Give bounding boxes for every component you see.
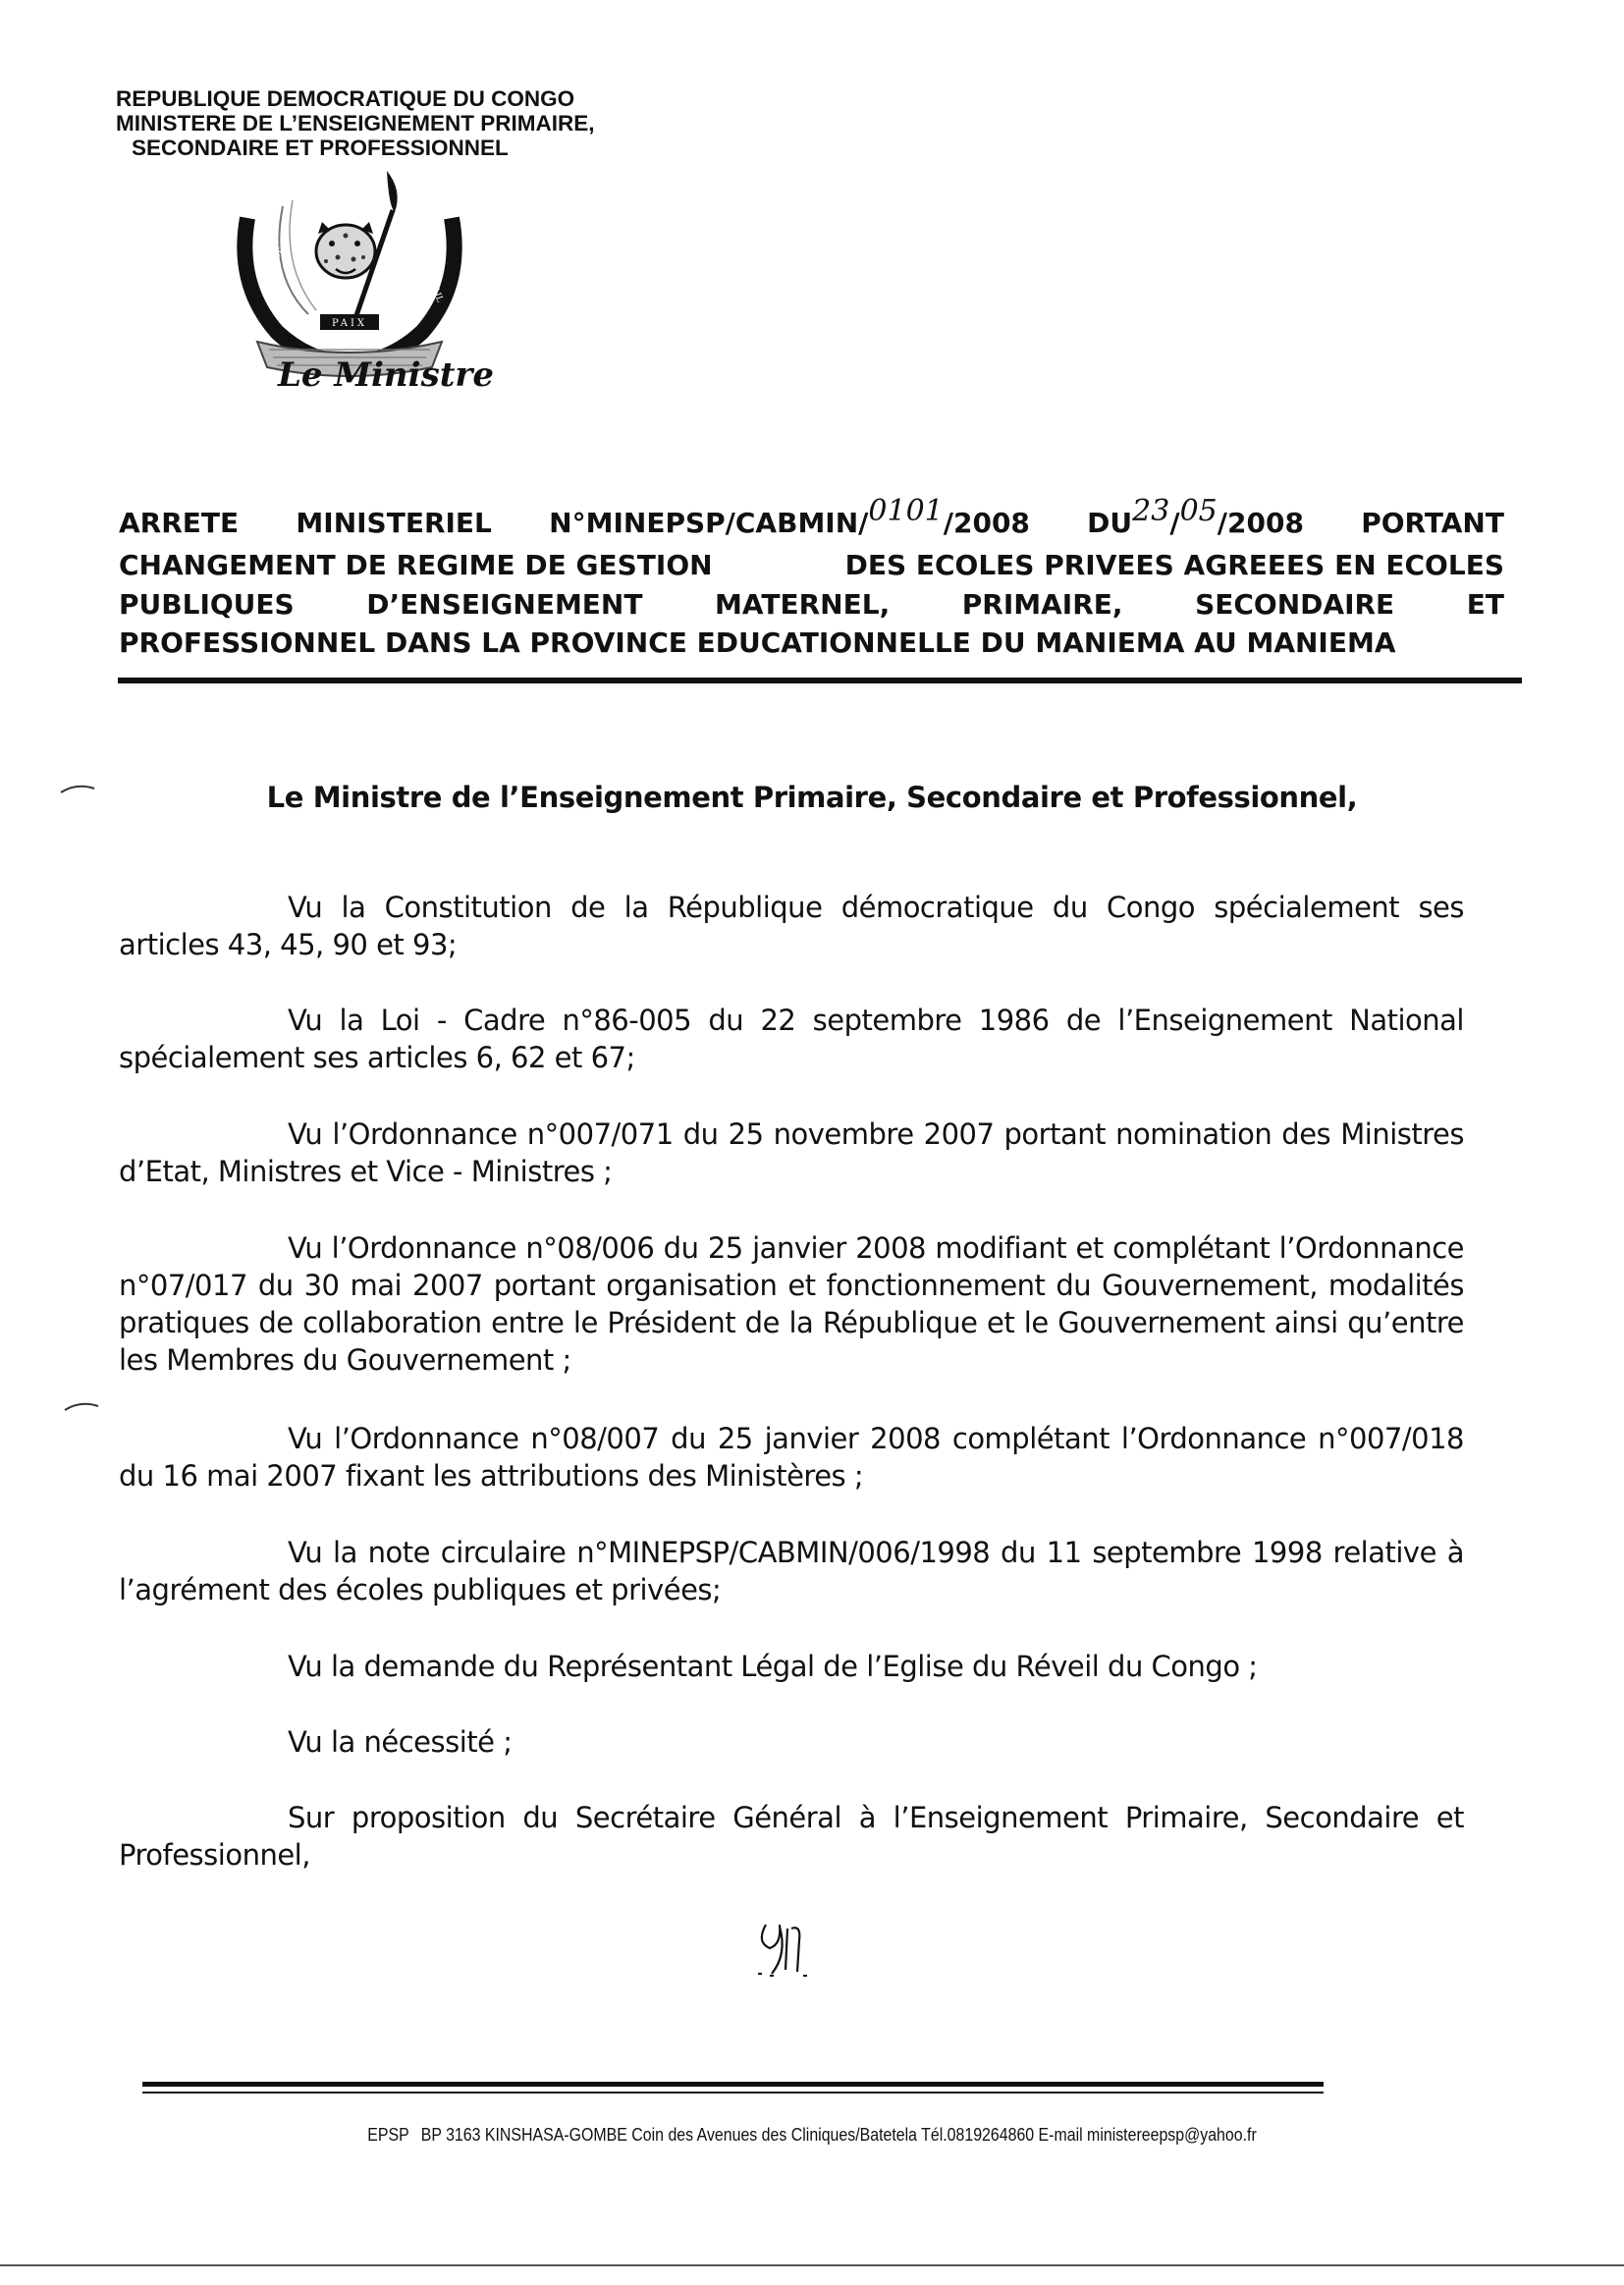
decree-title-line-3 [119, 585, 1504, 625]
title-segment: CHANGEMENT DE REGIME DE GESTION [119, 549, 713, 581]
preamble-constitution: Vu la Constitution de la République démocratique du Congo spécialement ses articles 43, 45, 90 et 93; [119, 891, 1464, 961]
decree-number: N°MINEPSP/CABMIN/0101/2008 [549, 494, 1030, 539]
header-ministry: MINISTERE DE L’ENSEIGNEMENT PRIMAIRE, [116, 111, 595, 136]
footer-address: BP 3163 KINSHASA-GOMBE Coin des Avenues des Cliniques/Batetela Tél.0819264860 E-mail ministereepsp@yahoo.fr [420, 2124, 1257, 2145]
title-word: PUBLIQUES [119, 588, 295, 621]
title-word: ARRETE [119, 507, 240, 539]
footer-contact [114, 2124, 1510, 2146]
title-word: SECONDAIRE [1195, 588, 1395, 621]
title-word: PRIMAIRE, [961, 588, 1123, 621]
leopard-head-icon [316, 222, 375, 278]
emblem-motto-center: PAIX [331, 318, 368, 329]
minister-signature-title: Le Ministre [278, 355, 494, 395]
title-word: MINISTERIEL [296, 507, 492, 539]
handwritten-month: 05 [1179, 494, 1218, 528]
handwritten-day: 23 [1132, 494, 1170, 528]
decree-title-line-1 [119, 494, 1504, 543]
footer-org: EPSP [367, 2124, 409, 2145]
decree-title-line-2 [119, 546, 1504, 585]
header-country: REPUBLIQUE DEMOCRATIQUE DU CONGO [116, 86, 575, 111]
handwritten-decree-number: 0101 [868, 494, 944, 528]
footer-rule [142, 2082, 1324, 2087]
preamble-ordonnance-nomination: Vu l’Ordonnance n°007/071 du 25 novembre 2007 portant nomination des Ministres d’Etat, Ministres et Vice - Ministres ; [119, 1117, 1464, 1188]
preamble-ordonnance-gouvernement: Vu l’Ordonnance n°08/006 du 25 janvier 2008 modifiant et complétant l’Ordonnance n°07/017 du 30 mai 2007 portant organisation et fonctionnement du Gouvernement, modalités pratiques de collaboration entre le Président de la République et le Gouvernement ainsi qu’entre les Membres du Gouvernement ; [119, 1231, 1464, 1377]
page-bottom-line [0, 2264, 1624, 2266]
ministry-header [116, 86, 595, 160]
decree-date: DU23/05/2008 [1087, 494, 1304, 539]
decree-title-line-4: PROFESSIONNEL DANS LA PROVINCE EDUCATIONNELLE DU MANIEMA AU MANIEMA [119, 626, 1396, 659]
title-underline [118, 678, 1522, 683]
preamble-note-circulaire: Vu la note circulaire n°MINEPSP/CABMIN/006/1998 du 11 septembre 1998 relative à l’agrément des écoles publiques et privées; [119, 1536, 1464, 1606]
preamble-loi-cadre: Vu la Loi - Cadre n°86-005 du 22 septembre 1986 de l’Enseignement National spécialement ses articles 6, 62 et 67; [119, 1004, 1464, 1074]
header-ministry-cont: SECONDAIRE ET PROFESSIONNEL [132, 136, 509, 160]
preamble-proposition: Sur proposition du Secrétaire Général à l’Enseignement Primaire, Secondaire et Professionnel, [119, 1801, 1464, 1872]
footer-rule-thin [142, 2092, 1324, 2094]
title-word: D’ENSEIGNEMENT [366, 588, 643, 621]
title-segment: DES ECOLES PRIVEES AGREEES EN ECOLES [844, 549, 1504, 581]
title-word: ET [1466, 588, 1504, 621]
emblem-motto-left: JUSTICE [262, 245, 286, 287]
margin-mark [63, 1400, 100, 1412]
emblem-motto-right: TRAVAIL [421, 262, 445, 304]
handwritten-page-mark [742, 1915, 840, 1993]
preamble-necessite: Vu la nécessité ; [288, 1725, 513, 1759]
preamble-ordonnance-attributions: Vu l’Ordonnance n°08/007 du 25 janvier 2008 complétant l’Ordonnance n°007/018 du 16 mai 2007 fixant les attributions des Ministères ; [119, 1422, 1464, 1493]
minister-heading: Le Ministre de l’Enseignement Primaire, Secondaire et Professionnel, [266, 781, 1358, 814]
preamble-demande: Vu la demande du Représentant Légal de l’Eglise du Réveil du Congo ; [288, 1650, 1258, 1683]
title-word: PORTANT [1361, 507, 1504, 539]
title-word: MATERNEL, [715, 588, 891, 621]
